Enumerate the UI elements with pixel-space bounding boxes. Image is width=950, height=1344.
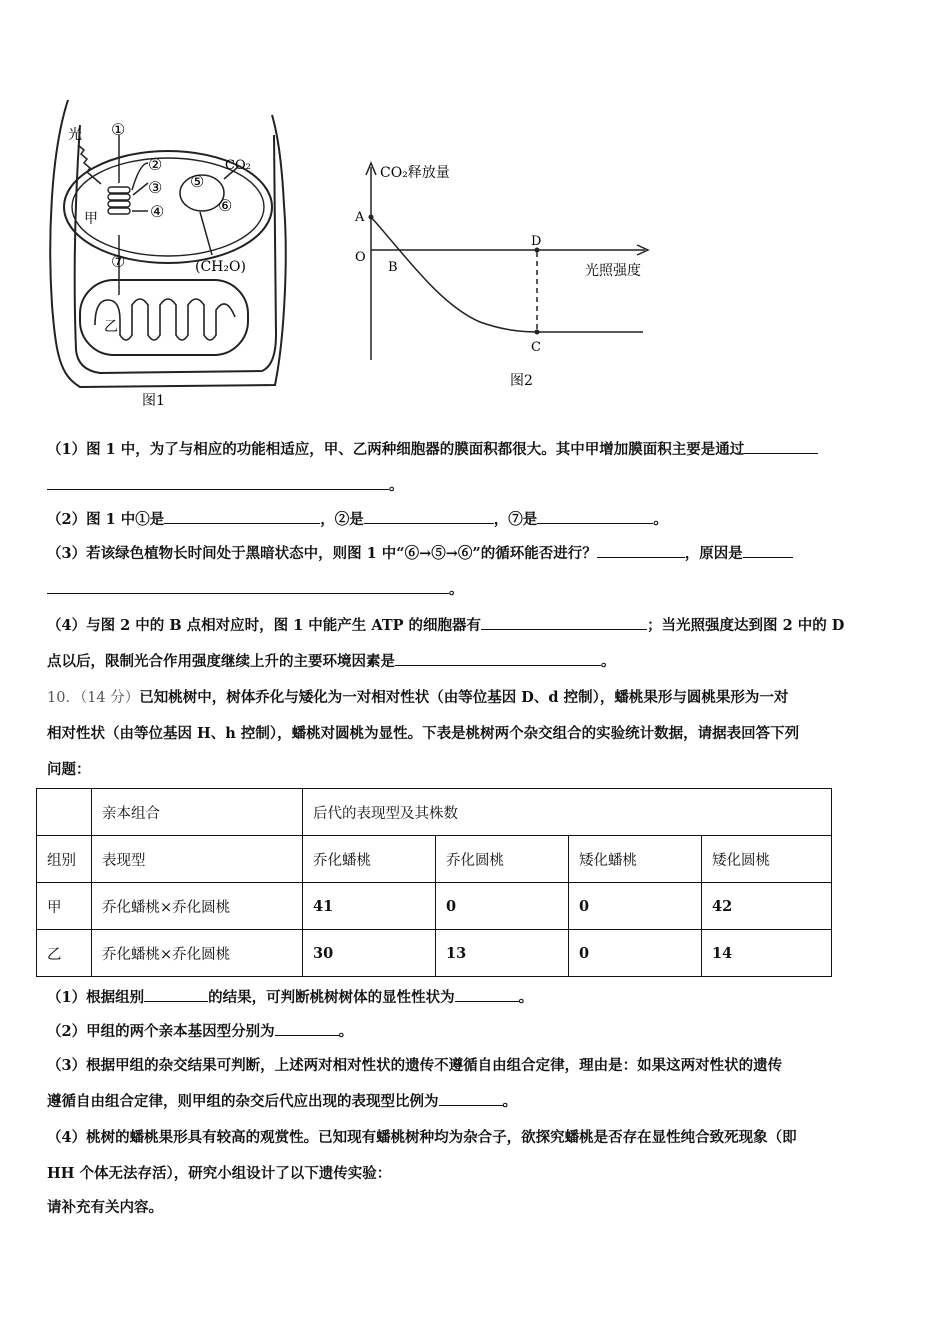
arrow-3-to-stack (133, 183, 148, 195)
q2-text-a: （2）图 1 中①是 (47, 511, 165, 528)
p3-text-c: 。 (502, 1093, 517, 1110)
cross-results-table (36, 788, 832, 977)
table-cell: 0 (569, 883, 702, 930)
table-header-row-1 (37, 789, 832, 836)
point-d-label: D (531, 234, 542, 249)
q10-intro-3: 问题： (47, 761, 91, 778)
p4-line-3 (47, 1196, 163, 1217)
marker-4: ④ (150, 202, 165, 221)
p4-text-a: （4）桃树的蟠桃果形具有较高的观赏性。已知现有蟠桃树种均为杂合子，欲探究蟠桃是否存在显性纯合致死现象（即 (47, 1129, 797, 1146)
table-row (37, 883, 832, 930)
table-header-cell: 乔化圆桃 (436, 836, 569, 883)
p4-line-1 (47, 1126, 797, 1147)
table-header-cell: 亲本组合 (92, 789, 303, 836)
table-cell: 乔化蟠桃×乔化圆桃 (92, 883, 303, 930)
p3-blank-1[interactable] (439, 1091, 503, 1106)
q10-line-2 (47, 722, 799, 743)
x-axis-label: 光照强度 (585, 263, 641, 279)
point-a-label: A (355, 210, 365, 225)
marker-3: ③ (148, 178, 163, 197)
point-c-label: C (531, 340, 541, 355)
q3-text-a: （3）若该绿色植物长时间处于黑暗状态中，则图 1 中“⑥→⑤→⑥”的循环能否进行？ (47, 545, 597, 562)
table-cell: 41 (303, 883, 436, 930)
point-b-label: B (388, 260, 398, 275)
marker-5: ⑤ (190, 172, 205, 191)
table-header-cell: 组别 (37, 836, 92, 883)
q1-text-b: 。 (389, 477, 404, 494)
label-ch2o: (CH₂O) (195, 259, 246, 275)
p1-text-b: 的结果，可判断桃树树体的显性性状为 (208, 989, 455, 1006)
q2-blank-3[interactable] (537, 509, 653, 524)
arrow-stack-to-2 (132, 163, 148, 190)
figure-2-caption: 图2 (510, 373, 533, 389)
q4-text-b: ；当光照强度达到图 2 中的 D (647, 617, 845, 634)
marker-2: ② (148, 155, 163, 174)
table-row (37, 930, 832, 977)
p3-text-a: （3）根据甲组的杂交结果可判断，上述两对相对性状的遗传不遵循自由组合定律，理由是：如果这两对性状的遗传 (47, 1057, 783, 1074)
q4-text-c: 点以后，限制光合作用强度继续上升的主要环境因素是 (47, 653, 395, 670)
arrow-to-ch2o (200, 212, 212, 255)
q3-blank-2[interactable] (743, 543, 793, 558)
q3-line-1 (47, 542, 793, 563)
table-cell: 42 (702, 883, 832, 930)
table-header-cell: 表现型 (92, 836, 303, 883)
q1-blank-2[interactable] (47, 475, 389, 490)
q2-text-d: 。 (653, 511, 668, 528)
q4-text-a: （4）与图 2 中的 B 点相对应时，图 1 中能产生 ATP 的细胞器有 (47, 617, 482, 634)
table-cell: 0 (569, 930, 702, 977)
table-cell: 乙 (37, 930, 92, 977)
p2-line (47, 1020, 353, 1041)
table-header-cell: 乔化蟠桃 (303, 836, 436, 883)
q10-line-1 (47, 686, 788, 707)
p3-line-1 (47, 1054, 782, 1075)
marker-1: ① (111, 120, 126, 139)
q3-text-c: 。 (449, 581, 464, 598)
cell-wall-outline (50, 100, 285, 387)
q1-line-1 (47, 438, 818, 459)
q10-intro-1: 已知桃树中，树体乔化与矮化为一对相对性状（由等位基因 D、d 控制），蟠桃果形与圆桃果形为一对 (139, 689, 789, 706)
marker-7: ⑦ (111, 252, 126, 271)
mitochondrion-outer (80, 280, 248, 355)
q4-text-d: 。 (601, 653, 616, 670)
marker-6: ⑥ (218, 196, 233, 215)
q1-text-a: （1）图 1 中，为了与相应的功能相适应，甲、乙两种细胞器的膜面积都很大。其中甲增加膜面积主要是通过 (47, 441, 745, 458)
point-o-label: O (355, 250, 366, 265)
figure-2-graph (345, 155, 665, 395)
table-cell: 乔化蟠桃×乔化圆桃 (92, 930, 303, 977)
table-cell: 0 (436, 883, 569, 930)
q10-line-3 (47, 758, 91, 779)
label-yi: 乙 (104, 319, 118, 335)
table-header-cell (37, 789, 92, 836)
point-c-dot (535, 330, 540, 335)
y-axis-label: CO₂释放量 (380, 165, 450, 181)
q4-line-2 (47, 650, 616, 671)
p2-text-b: 。 (338, 1023, 354, 1040)
p2-blank-1[interactable] (275, 1021, 339, 1036)
p2-text-a: （2）甲组的两个亲本基因型分别为 (47, 1023, 275, 1040)
p1-text-c: 。 (518, 989, 534, 1006)
label-co2: CO₂ (225, 158, 251, 173)
table-cell: 30 (303, 930, 436, 977)
q4-blank-1[interactable] (481, 615, 647, 630)
p1-blank-2[interactable] (455, 987, 519, 1002)
p3-text-b: 遵循自由组合定律，则甲组的杂交后代应出现的表现型比例为 (47, 1093, 439, 1110)
table-cell: 甲 (37, 883, 92, 930)
thylakoid-stack (108, 187, 130, 214)
table-header-cell: 矮化圆桃 (702, 836, 832, 883)
q3-blank-3[interactable] (47, 579, 449, 594)
table-header-row-2 (37, 836, 832, 883)
p3-line-2 (47, 1090, 517, 1111)
q2-text-b: ，②是 (320, 511, 364, 528)
p4-line-2 (47, 1162, 391, 1183)
table-header-cell: 矮化蟠桃 (569, 836, 702, 883)
p4-text-c: 请补充有关内容。 (47, 1199, 163, 1216)
p4-text-b: HH 个体无法存活），研究小组设计了以下遗传实验： (47, 1165, 392, 1182)
p1-text-a: （1）根据组别 (47, 989, 145, 1006)
q2-blank-1[interactable] (164, 509, 320, 524)
q2-blank-2[interactable] (364, 509, 494, 524)
q2-line (47, 508, 668, 529)
q10-intro-2: 相对性状（由等位基因 H、h 控制），蟠桃对圆桃为显性。下表是桃树两个杂交组合的实验统计数据，请据表回答下列 (47, 725, 800, 742)
table-header-cell: 后代的表现型及其株数 (303, 789, 832, 836)
label-jia: 甲 (84, 211, 98, 227)
figure-1-cell-diagram (40, 95, 290, 415)
q2-text-c: ，⑦是 (493, 511, 538, 528)
point-a-dot (369, 215, 374, 220)
q4-line-1 (47, 614, 844, 635)
label-light: 光 (68, 127, 82, 143)
figure-1-caption: 图1 (142, 393, 165, 409)
q10-number: 10．（14 分） (47, 690, 140, 706)
q1-blank-1[interactable] (744, 439, 818, 454)
p1-line (47, 986, 533, 1007)
table-cell: 14 (702, 930, 832, 977)
q3-line-2 (47, 578, 464, 599)
p1-blank-1[interactable] (144, 987, 208, 1002)
q4-blank-2[interactable] (395, 651, 601, 666)
q3-blank-1[interactable] (597, 543, 685, 558)
q3-text-b: ，原因是 (684, 545, 743, 562)
q1-line-2 (47, 474, 404, 495)
table-cell: 13 (436, 930, 569, 977)
